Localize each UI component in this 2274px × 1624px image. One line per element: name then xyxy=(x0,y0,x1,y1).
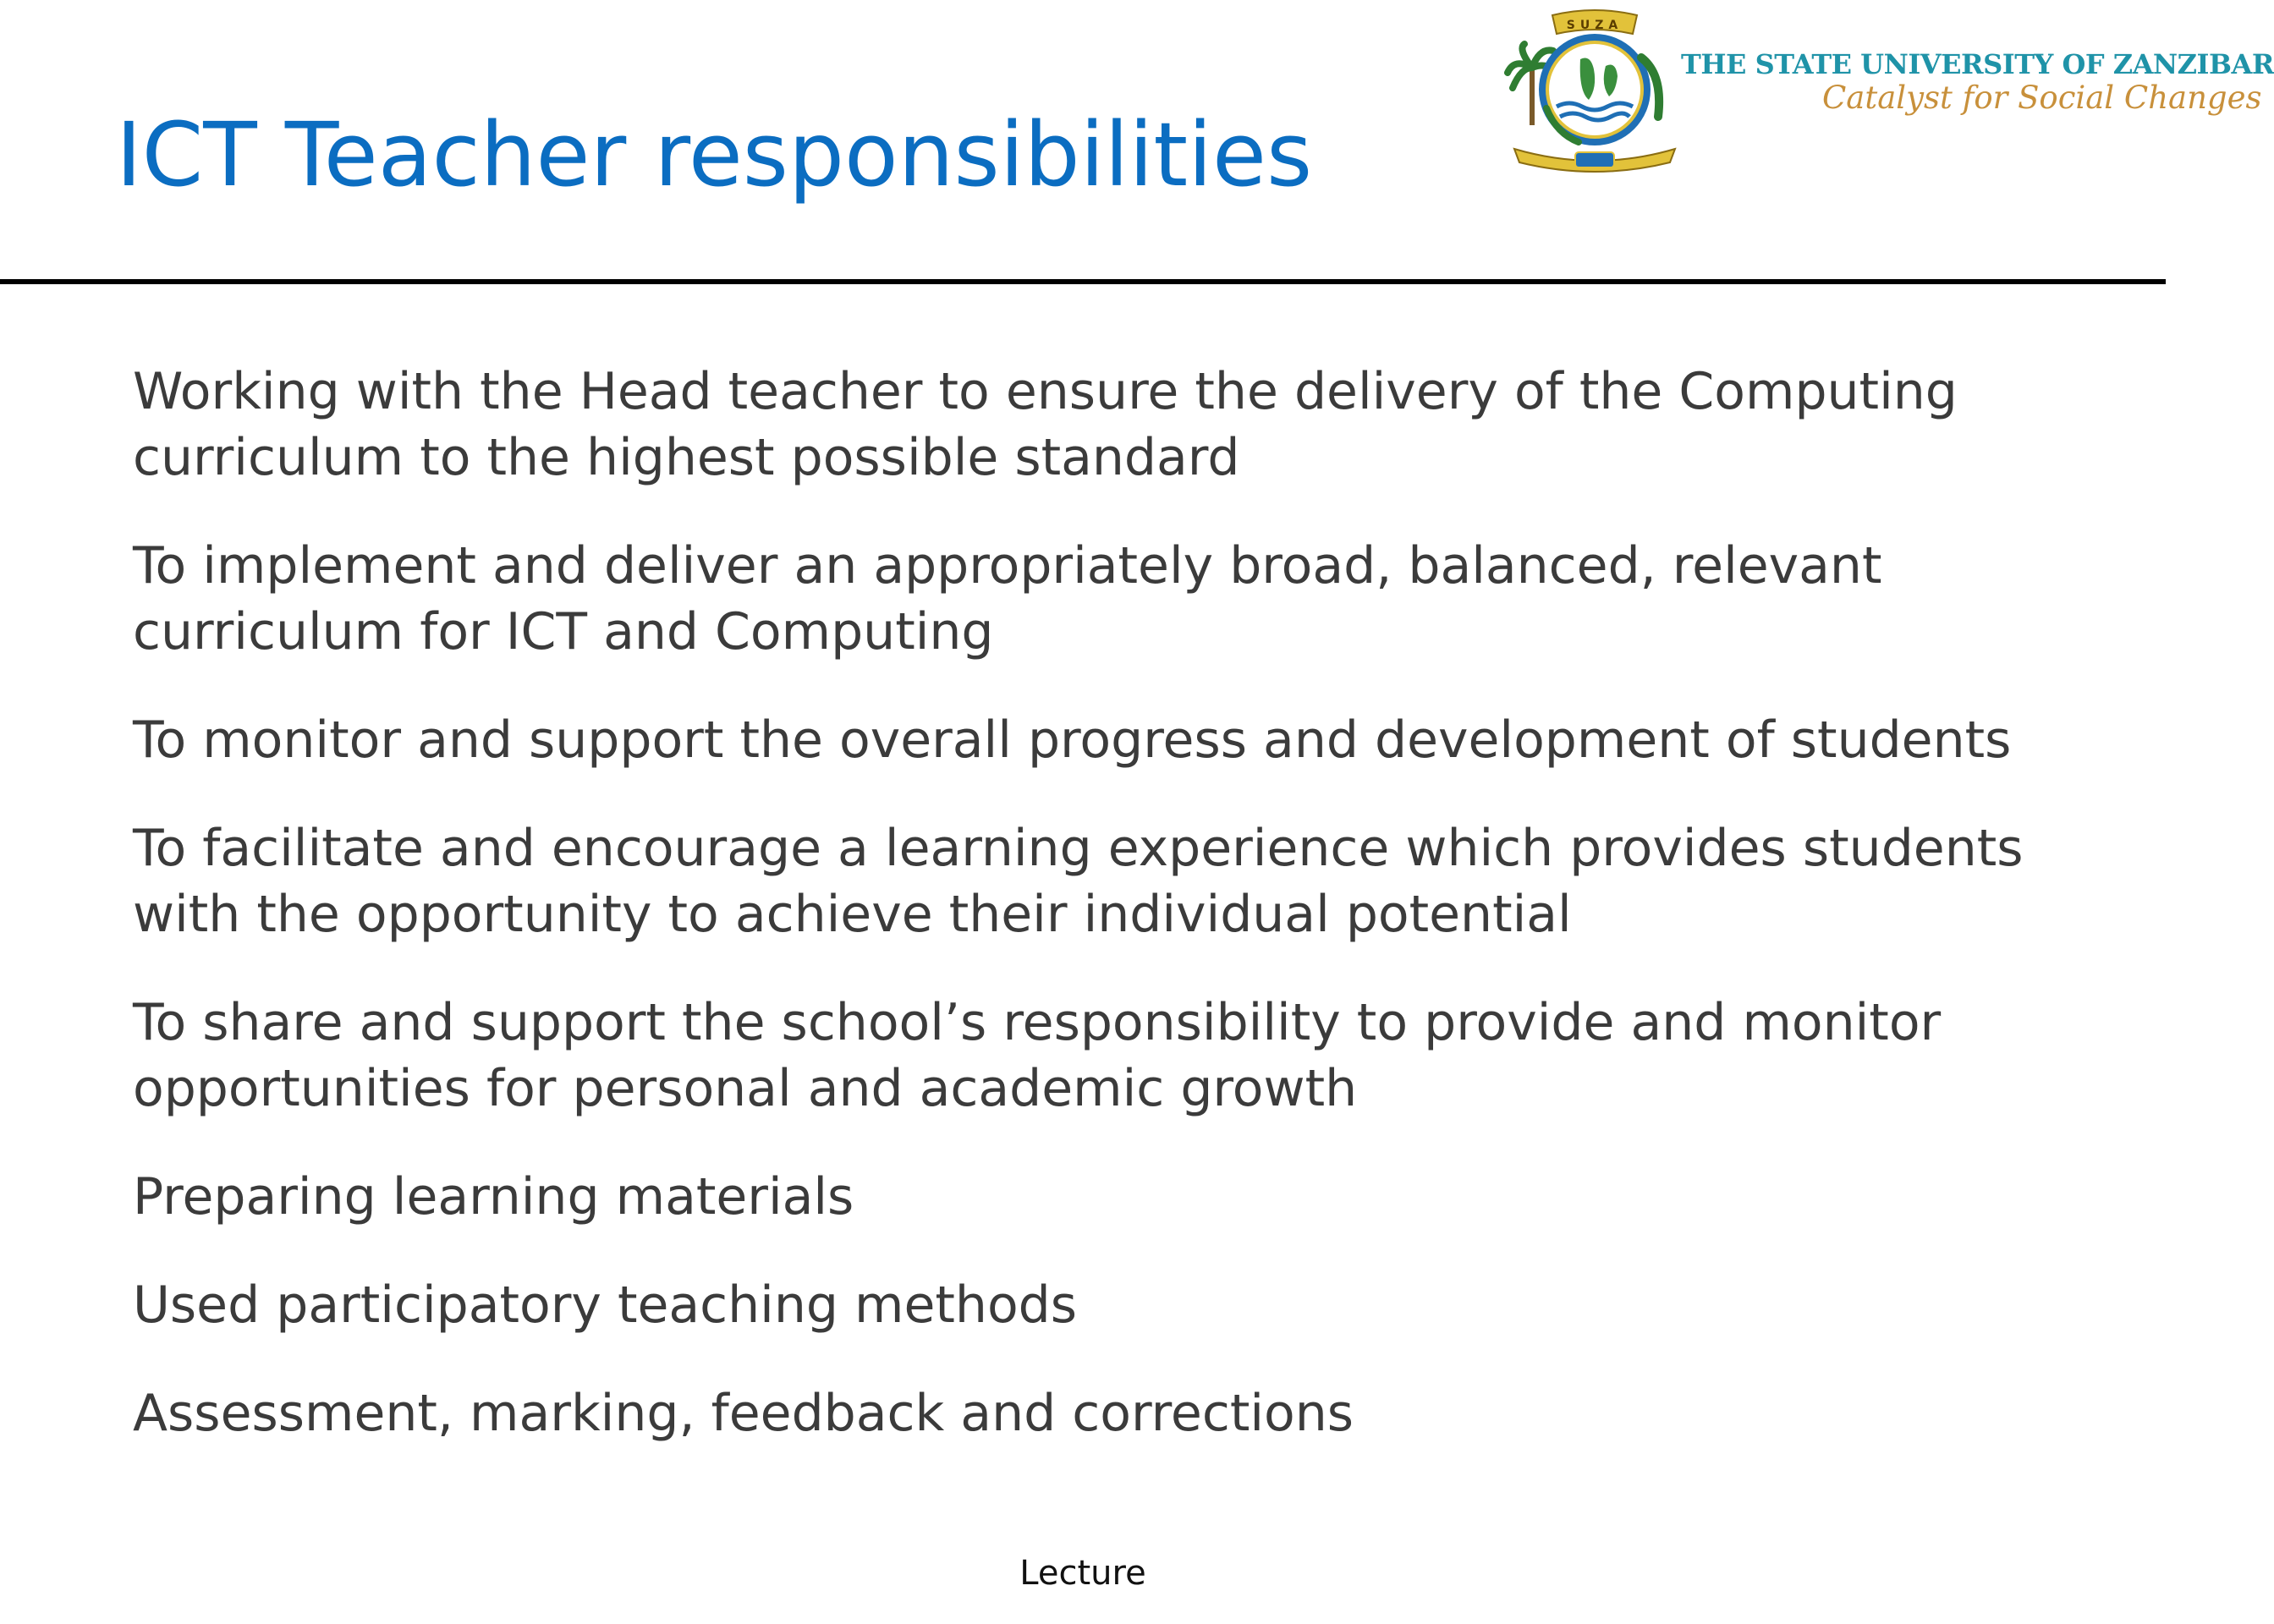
list-item: To monitor and support the overall progress and development of students xyxy=(133,710,2012,770)
list-item: To share and support the school’s responsibility to provide and monitor opportunities for personal and academic growth xyxy=(133,993,1942,1118)
seal-text: SUZA xyxy=(1566,19,1623,32)
list-item: To facilitate and encourage a learning experience which provides students with the opportunity to achieve their individual potential xyxy=(133,819,2024,944)
slide-title: ICT Teacher responsibilities xyxy=(116,103,1313,206)
list-item: To implement and deliver an appropriately broad, balanced, relevant curriculum for ICT and Computing xyxy=(133,536,1882,661)
responsibility-list xyxy=(133,359,2045,1489)
slide-footer: Lecture xyxy=(1019,1554,1146,1593)
university-motto: Catalyst for Social Changes xyxy=(1822,80,2262,116)
university-seal-icon xyxy=(1506,7,1684,173)
university-name: THE STATE UNIVERSITY OF ZANZIBAR xyxy=(1681,48,2274,80)
title-divider xyxy=(0,279,2166,284)
university-logo xyxy=(1506,7,2274,173)
list-item: Working with the Head teacher to ensure the delivery of the Computing curriculum to the highest possible standard xyxy=(133,362,1958,487)
list-item: Preparing learning materials xyxy=(133,1167,854,1226)
list-item: Assessment, marking, feedback and corrections xyxy=(133,1384,1354,1443)
list-item: Used participatory teaching methods xyxy=(133,1276,1078,1335)
